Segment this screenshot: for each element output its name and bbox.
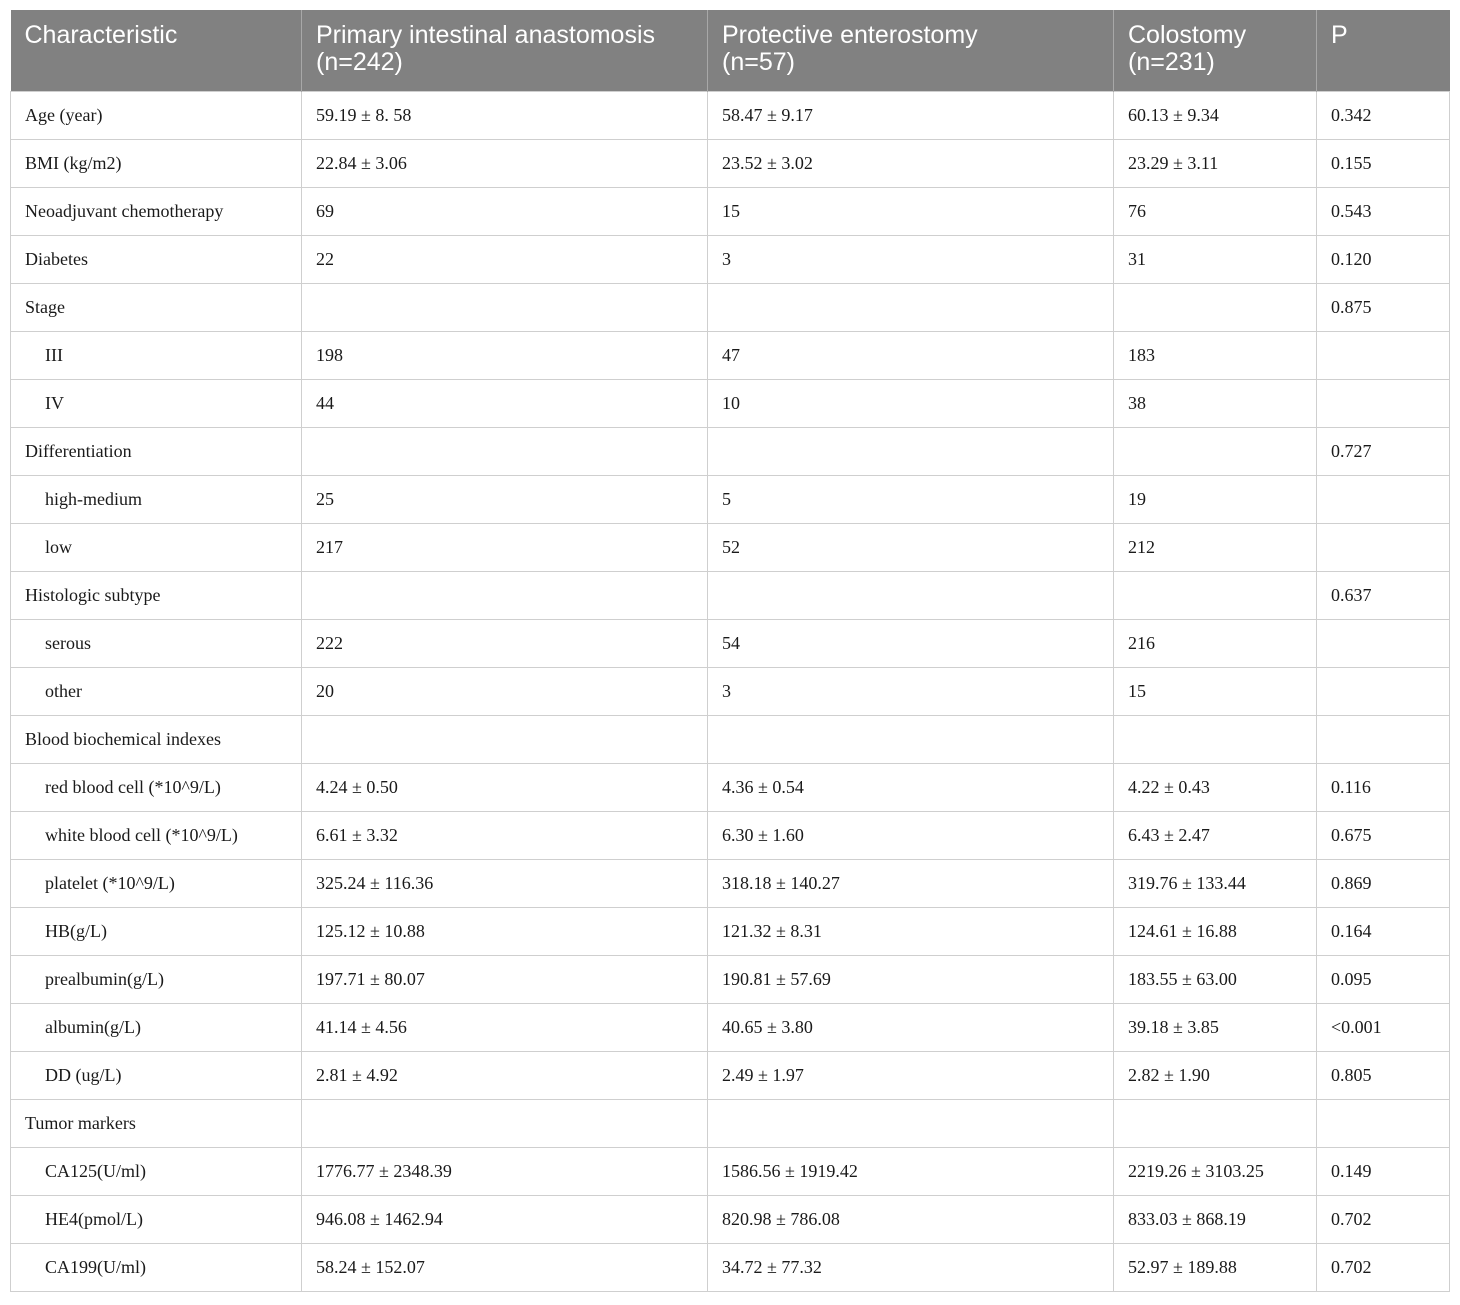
- row-label: Tumor markers: [11, 1099, 302, 1147]
- cell-colostomy: 76: [1114, 187, 1317, 235]
- cell-p: 0.702: [1317, 1243, 1450, 1291]
- cell-primary: 69: [302, 187, 708, 235]
- cell-protective: 10: [708, 379, 1114, 427]
- cell-protective: 5: [708, 475, 1114, 523]
- cell-p: [1317, 379, 1450, 427]
- header-p-value-line1: P: [1331, 21, 1348, 49]
- cell-p: [1317, 1099, 1450, 1147]
- table-header: [11, 10, 1450, 91]
- cell-p: 0.149: [1317, 1147, 1450, 1195]
- cell-p: [1317, 331, 1450, 379]
- row-label: DD (ug/L): [11, 1051, 302, 1099]
- table-row: [11, 619, 1450, 667]
- row-label: Blood biochemical indexes: [11, 715, 302, 763]
- cell-protective: 58.47 ± 9.17: [708, 91, 1114, 139]
- table-container: [10, 10, 1449, 1292]
- row-label: Stage: [11, 283, 302, 331]
- characteristics-table: [10, 10, 1450, 1292]
- cell-primary: 2.81 ± 4.92: [302, 1051, 708, 1099]
- cell-primary: 946.08 ± 1462.94: [302, 1195, 708, 1243]
- cell-colostomy: 60.13 ± 9.34: [1114, 91, 1317, 139]
- header-primary-anastomosis: [302, 10, 708, 91]
- cell-p: 0.543: [1317, 187, 1450, 235]
- table-row: [11, 571, 1450, 619]
- cell-colostomy: 23.29 ± 3.11: [1114, 139, 1317, 187]
- table-row: [11, 235, 1450, 283]
- table-row: [11, 427, 1450, 475]
- cell-protective: 1586.56 ± 1919.42: [708, 1147, 1114, 1195]
- cell-primary: [302, 427, 708, 475]
- cell-protective: [708, 571, 1114, 619]
- row-label: Neoadjuvant chemotherapy: [11, 187, 302, 235]
- cell-p: [1317, 619, 1450, 667]
- cell-colostomy: [1114, 1099, 1317, 1147]
- cell-primary: 20: [302, 667, 708, 715]
- cell-p: 0.637: [1317, 571, 1450, 619]
- header-colostomy-line2: (n=231): [1128, 48, 1215, 76]
- table-row: [11, 955, 1450, 1003]
- cell-colostomy: 319.76 ± 133.44: [1114, 859, 1317, 907]
- row-label: III: [11, 331, 302, 379]
- table-row: [11, 1051, 1450, 1099]
- table-row: [11, 907, 1450, 955]
- cell-protective: 47: [708, 331, 1114, 379]
- cell-p: 0.875: [1317, 283, 1450, 331]
- cell-protective: 6.30 ± 1.60: [708, 811, 1114, 859]
- cell-protective: 318.18 ± 140.27: [708, 859, 1114, 907]
- cell-colostomy: 2.82 ± 1.90: [1114, 1051, 1317, 1099]
- cell-colostomy: [1114, 283, 1317, 331]
- cell-protective: 54: [708, 619, 1114, 667]
- row-label: other: [11, 667, 302, 715]
- row-label: low: [11, 523, 302, 571]
- header-protective-enterostomy-line2: (n=57): [722, 48, 795, 76]
- table-row: [11, 91, 1450, 139]
- cell-primary: 25: [302, 475, 708, 523]
- cell-p: 0.869: [1317, 859, 1450, 907]
- cell-protective: 23.52 ± 3.02: [708, 139, 1114, 187]
- row-label: prealbumin(g/L): [11, 955, 302, 1003]
- row-label: Diabetes: [11, 235, 302, 283]
- cell-primary: [302, 571, 708, 619]
- cell-protective: [708, 715, 1114, 763]
- table-row: [11, 475, 1450, 523]
- cell-p: [1317, 475, 1450, 523]
- row-label: serous: [11, 619, 302, 667]
- row-label: high-medium: [11, 475, 302, 523]
- cell-protective: 3: [708, 667, 1114, 715]
- cell-colostomy: 2219.26 ± 3103.25: [1114, 1147, 1317, 1195]
- cell-primary: 325.24 ± 116.36: [302, 859, 708, 907]
- cell-colostomy: [1114, 571, 1317, 619]
- cell-colostomy: 833.03 ± 868.19: [1114, 1195, 1317, 1243]
- cell-p: 0.727: [1317, 427, 1450, 475]
- header-characteristic-line1: Characteristic: [24, 21, 178, 49]
- cell-protective: 190.81 ± 57.69: [708, 955, 1114, 1003]
- cell-p: <0.001: [1317, 1003, 1450, 1051]
- header-colostomy: [1114, 10, 1317, 91]
- cell-protective: 121.32 ± 8.31: [708, 907, 1114, 955]
- row-label: HB(g/L): [11, 907, 302, 955]
- cell-colostomy: 39.18 ± 3.85: [1114, 1003, 1317, 1051]
- header-primary-anastomosis-line2: (n=242): [316, 48, 403, 76]
- header-protective-enterostomy-line1: Protective enterostomy: [722, 21, 978, 49]
- cell-colostomy: 38: [1114, 379, 1317, 427]
- cell-primary: 4.24 ± 0.50: [302, 763, 708, 811]
- cell-colostomy: [1114, 715, 1317, 763]
- header-row: [11, 10, 1450, 91]
- cell-p: 0.805: [1317, 1051, 1450, 1099]
- header-p-value: [1317, 10, 1450, 91]
- cell-protective: 34.72 ± 77.32: [708, 1243, 1114, 1291]
- table-row: [11, 1195, 1450, 1243]
- table-row: [11, 187, 1450, 235]
- cell-p: 0.342: [1317, 91, 1450, 139]
- row-label: red blood cell (*10^9/L): [11, 763, 302, 811]
- cell-p: 0.155: [1317, 139, 1450, 187]
- cell-colostomy: 31: [1114, 235, 1317, 283]
- cell-primary: 1776.77 ± 2348.39: [302, 1147, 708, 1195]
- cell-primary: 198: [302, 331, 708, 379]
- row-label: Differentiation: [11, 427, 302, 475]
- cell-protective: [708, 1099, 1114, 1147]
- table-row: [11, 1243, 1450, 1291]
- table-row: [11, 331, 1450, 379]
- cell-protective: 40.65 ± 3.80: [708, 1003, 1114, 1051]
- cell-protective: 3: [708, 235, 1114, 283]
- cell-colostomy: 183.55 ± 63.00: [1114, 955, 1317, 1003]
- cell-p: [1317, 715, 1450, 763]
- cell-p: 0.120: [1317, 235, 1450, 283]
- row-label: Age (year): [11, 91, 302, 139]
- table-row: [11, 667, 1450, 715]
- header-protective-enterostomy: [708, 10, 1114, 91]
- table-row: [11, 811, 1450, 859]
- cell-p: 0.116: [1317, 763, 1450, 811]
- cell-protective: 2.49 ± 1.97: [708, 1051, 1114, 1099]
- row-label: white blood cell (*10^9/L): [11, 811, 302, 859]
- cell-primary: 197.71 ± 80.07: [302, 955, 708, 1003]
- cell-p: 0.095: [1317, 955, 1450, 1003]
- cell-p: 0.702: [1317, 1195, 1450, 1243]
- row-label: BMI (kg/m2): [11, 139, 302, 187]
- cell-primary: 222: [302, 619, 708, 667]
- cell-p: [1317, 667, 1450, 715]
- cell-protective: 52: [708, 523, 1114, 571]
- cell-colostomy: 212: [1114, 523, 1317, 571]
- cell-colostomy: 19: [1114, 475, 1317, 523]
- cell-protective: 4.36 ± 0.54: [708, 763, 1114, 811]
- cell-primary: 22: [302, 235, 708, 283]
- cell-primary: [302, 283, 708, 331]
- header-colostomy-line1: Colostomy: [1128, 21, 1247, 49]
- cell-primary: 58.24 ± 152.07: [302, 1243, 708, 1291]
- cell-protective: [708, 283, 1114, 331]
- table-row: [11, 523, 1450, 571]
- row-label: platelet (*10^9/L): [11, 859, 302, 907]
- row-label: Histologic subtype: [11, 571, 302, 619]
- cell-primary: 44: [302, 379, 708, 427]
- cell-colostomy: 4.22 ± 0.43: [1114, 763, 1317, 811]
- header-primary-anastomosis-line1: Primary intestinal anastomosis: [316, 21, 656, 49]
- table-row: [11, 139, 1450, 187]
- row-label: HE4(pmol/L): [11, 1195, 302, 1243]
- cell-p: 0.675: [1317, 811, 1450, 859]
- cell-protective: 820.98 ± 786.08: [708, 1195, 1114, 1243]
- cell-colostomy: 15: [1114, 667, 1317, 715]
- table-row: [11, 859, 1450, 907]
- table-row: [11, 283, 1450, 331]
- cell-colostomy: 183: [1114, 331, 1317, 379]
- cell-protective: [708, 427, 1114, 475]
- row-label: albumin(g/L): [11, 1003, 302, 1051]
- table-row: [11, 1099, 1450, 1147]
- cell-primary: 217: [302, 523, 708, 571]
- row-label: CA125(U/ml): [11, 1147, 302, 1195]
- cell-primary: 41.14 ± 4.56: [302, 1003, 708, 1051]
- cell-primary: 59.19 ± 8. 58: [302, 91, 708, 139]
- cell-p: 0.164: [1317, 907, 1450, 955]
- cell-colostomy: [1114, 427, 1317, 475]
- cell-primary: [302, 1099, 708, 1147]
- cell-primary: 22.84 ± 3.06: [302, 139, 708, 187]
- header-characteristic: [11, 10, 302, 91]
- table-row: [11, 763, 1450, 811]
- cell-primary: 125.12 ± 10.88: [302, 907, 708, 955]
- cell-colostomy: 52.97 ± 189.88: [1114, 1243, 1317, 1291]
- table-body: [11, 91, 1450, 1291]
- table-row: [11, 1147, 1450, 1195]
- table-row: [11, 379, 1450, 427]
- cell-primary: [302, 715, 708, 763]
- cell-primary: 6.61 ± 3.32: [302, 811, 708, 859]
- cell-protective: 15: [708, 187, 1114, 235]
- row-label: CA199(U/ml): [11, 1243, 302, 1291]
- table-row: [11, 715, 1450, 763]
- table-row: [11, 1003, 1450, 1051]
- cell-colostomy: 6.43 ± 2.47: [1114, 811, 1317, 859]
- cell-p: [1317, 523, 1450, 571]
- cell-colostomy: 216: [1114, 619, 1317, 667]
- cell-colostomy: 124.61 ± 16.88: [1114, 907, 1317, 955]
- row-label: IV: [11, 379, 302, 427]
